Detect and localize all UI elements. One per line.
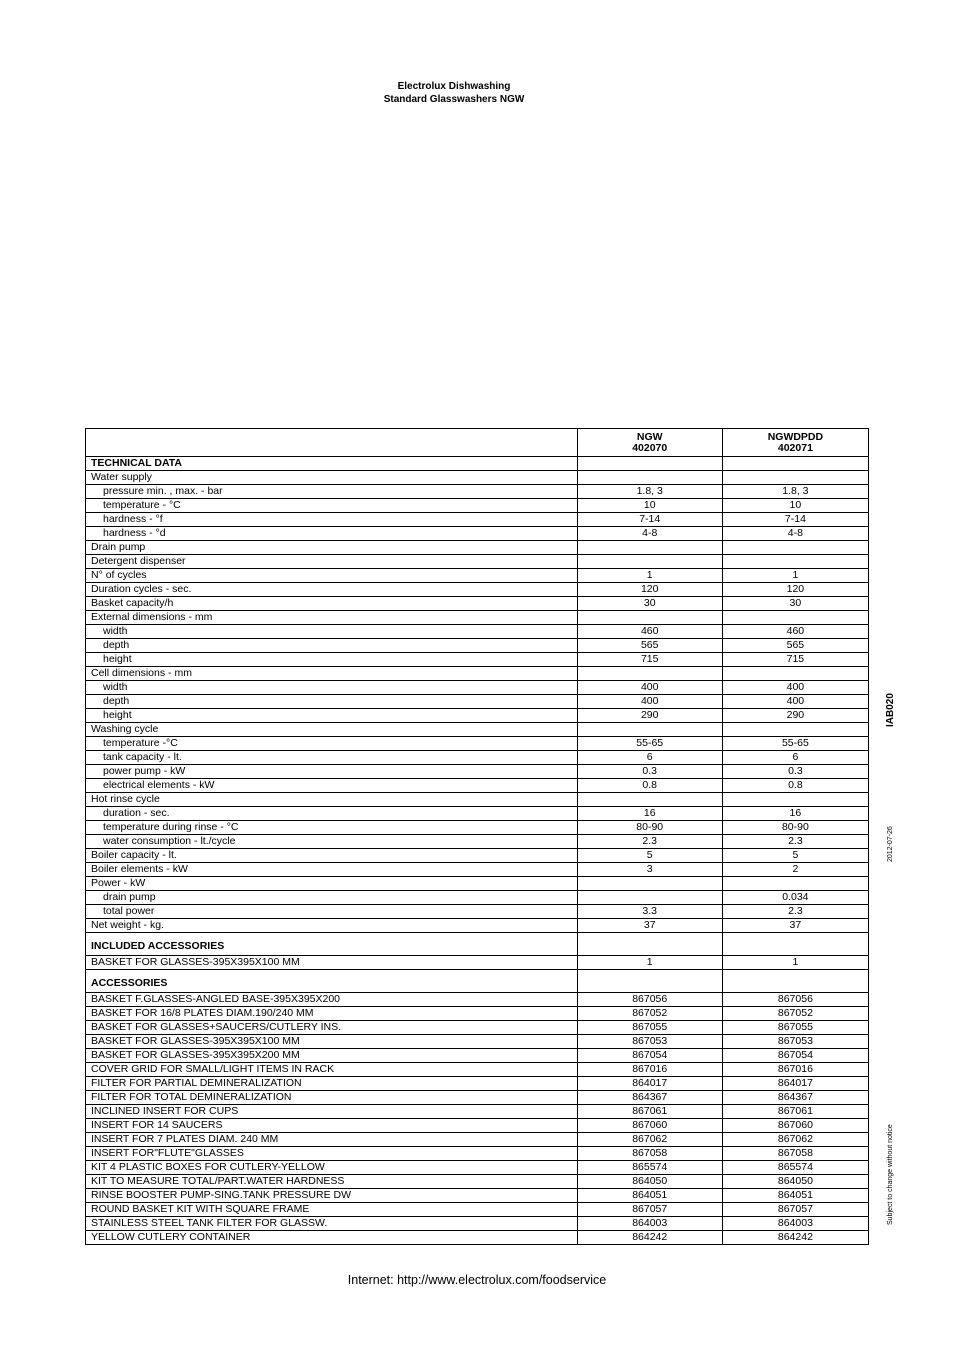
table-row bbox=[86, 835, 869, 849]
row-label: Hot rinse cycle bbox=[86, 793, 578, 807]
value-ngwdpdd bbox=[722, 723, 868, 737]
value-ngw: 400 bbox=[577, 695, 722, 709]
table-row bbox=[86, 1231, 869, 1245]
row-label: tank capacity - lt. bbox=[86, 751, 578, 765]
row-label: KIT 4 PLASTIC BOXES FOR CUTLERY-YELLOW bbox=[86, 1161, 578, 1175]
table-row bbox=[86, 807, 869, 821]
value-ngw: 867056 bbox=[577, 993, 722, 1007]
value-ngw: 867061 bbox=[577, 1105, 722, 1119]
value-ngwdpdd: 867062 bbox=[722, 1133, 868, 1147]
value-ngw bbox=[577, 457, 722, 471]
table-row bbox=[86, 1189, 869, 1203]
value-ngw: 1.8, 3 bbox=[577, 485, 722, 499]
table-row bbox=[86, 723, 869, 737]
value-ngw: 715 bbox=[577, 653, 722, 667]
table-row bbox=[86, 583, 869, 597]
value-ngwdpdd: 80-90 bbox=[722, 821, 868, 835]
row-label: Detergent dispenser bbox=[86, 555, 578, 569]
row-label: width bbox=[86, 625, 578, 639]
value-ngw: 7-14 bbox=[577, 513, 722, 527]
value-ngwdpdd: 16 bbox=[722, 807, 868, 821]
row-label: ROUND BASKET KIT WITH SQUARE FRAME bbox=[86, 1203, 578, 1217]
table-row bbox=[86, 737, 869, 751]
document-subtitle: Standard Glasswashers NGW bbox=[383, 94, 525, 105]
table-row bbox=[86, 905, 869, 919]
row-label: Water supply bbox=[86, 471, 578, 485]
table-row bbox=[86, 597, 869, 611]
value-ngwdpdd: 37 bbox=[722, 919, 868, 933]
value-ngwdpdd: 864051 bbox=[722, 1189, 868, 1203]
value-ngw: 3.3 bbox=[577, 905, 722, 919]
value-ngwdpdd: 867055 bbox=[722, 1021, 868, 1035]
table-row bbox=[86, 625, 869, 639]
table-row bbox=[86, 1161, 869, 1175]
value-ngwdpdd: 867061 bbox=[722, 1105, 868, 1119]
column-header-ngw bbox=[577, 429, 722, 457]
row-label: power pump - kW bbox=[86, 765, 578, 779]
value-ngw bbox=[577, 541, 722, 555]
row-label: RINSE BOOSTER PUMP-SING.TANK PRESSURE DW bbox=[86, 1189, 578, 1203]
value-ngw: 864003 bbox=[577, 1217, 722, 1231]
value-ngw: 867058 bbox=[577, 1147, 722, 1161]
row-label: hardness - °f bbox=[86, 513, 578, 527]
row-label: water consumption - lt./cycle bbox=[86, 835, 578, 849]
table-row bbox=[86, 639, 869, 653]
value-ngw: 400 bbox=[577, 681, 722, 695]
table-row bbox=[86, 569, 869, 583]
row-label: BASKET FOR GLASSES+SAUCERS/CUTLERY INS. bbox=[86, 1021, 578, 1035]
value-ngw: 867055 bbox=[577, 1021, 722, 1035]
value-ngw: 864051 bbox=[577, 1189, 722, 1203]
value-ngwdpdd: 867057 bbox=[722, 1203, 868, 1217]
row-label: width bbox=[86, 681, 578, 695]
table-row bbox=[86, 779, 869, 793]
value-ngwdpdd bbox=[722, 471, 868, 485]
row-label: hardness - °d bbox=[86, 527, 578, 541]
row-label: Net weight - kg. bbox=[86, 919, 578, 933]
table-row bbox=[86, 1203, 869, 1217]
row-label: INCLINED INSERT FOR CUPS bbox=[86, 1105, 578, 1119]
table-row bbox=[86, 667, 869, 681]
table-row bbox=[86, 457, 869, 471]
table-row bbox=[86, 513, 869, 527]
column-code: 402071 bbox=[777, 441, 813, 454]
value-ngw: 10 bbox=[577, 499, 722, 513]
value-ngw: 864017 bbox=[577, 1077, 722, 1091]
value-ngwdpdd: 10 bbox=[722, 499, 868, 513]
row-label: BASKET FOR GLASSES-395X395X100 MM bbox=[86, 1035, 578, 1049]
value-ngwdpdd: 864242 bbox=[722, 1231, 868, 1245]
table-row bbox=[86, 751, 869, 765]
header-blank-cell bbox=[86, 429, 578, 457]
table-row bbox=[86, 1091, 869, 1105]
table-row bbox=[86, 793, 869, 807]
document-code: IAB020 bbox=[885, 693, 896, 727]
value-ngw: 0.8 bbox=[577, 779, 722, 793]
row-label: INSERT FOR 14 SAUCERS bbox=[86, 1119, 578, 1133]
value-ngw bbox=[577, 877, 722, 891]
table-row bbox=[86, 1147, 869, 1161]
value-ngwdpdd: 120 bbox=[722, 583, 868, 597]
table-row bbox=[86, 541, 869, 555]
value-ngwdpdd: 0.034 bbox=[722, 891, 868, 905]
table-row bbox=[86, 1007, 869, 1021]
table-row bbox=[86, 1021, 869, 1035]
value-ngw: 1 bbox=[577, 569, 722, 583]
value-ngwdpdd: 460 bbox=[722, 625, 868, 639]
value-ngwdpdd: 4-8 bbox=[722, 527, 868, 541]
value-ngwdpdd: 1 bbox=[722, 956, 868, 970]
document-title: Electrolux Dishwashing bbox=[397, 81, 511, 92]
value-ngw: 2.3 bbox=[577, 835, 722, 849]
value-ngw: 864242 bbox=[577, 1231, 722, 1245]
table-row bbox=[86, 933, 869, 956]
row-label: height bbox=[86, 653, 578, 667]
value-ngw bbox=[577, 611, 722, 625]
value-ngw: 867052 bbox=[577, 1007, 722, 1021]
row-label: duration - sec. bbox=[86, 807, 578, 821]
row-label: Duration cycles - sec. bbox=[86, 583, 578, 597]
value-ngwdpdd: 400 bbox=[722, 695, 868, 709]
table-row bbox=[86, 527, 869, 541]
value-ngwdpdd: 864050 bbox=[722, 1175, 868, 1189]
table-row bbox=[86, 611, 869, 625]
value-ngw: 864367 bbox=[577, 1091, 722, 1105]
value-ngwdpdd: 2.3 bbox=[722, 905, 868, 919]
row-label: Cell dimensions - mm bbox=[86, 667, 578, 681]
document-date: 2012-07-26 bbox=[887, 826, 894, 862]
table-row bbox=[86, 877, 869, 891]
value-ngw: 867057 bbox=[577, 1203, 722, 1217]
row-label: BASKET FOR GLASSES-395X395X100 MM bbox=[86, 956, 578, 970]
value-ngw: 867053 bbox=[577, 1035, 722, 1049]
value-ngw: 120 bbox=[577, 583, 722, 597]
table-row bbox=[86, 709, 869, 723]
table-row bbox=[86, 821, 869, 835]
value-ngwdpdd: 7-14 bbox=[722, 513, 868, 527]
value-ngwdpdd: 867053 bbox=[722, 1035, 868, 1049]
row-label: N° of cycles bbox=[86, 569, 578, 583]
table-row bbox=[86, 1119, 869, 1133]
row-label: Washing cycle bbox=[86, 723, 578, 737]
value-ngwdpdd bbox=[722, 877, 868, 891]
table-row bbox=[86, 653, 869, 667]
value-ngwdpdd bbox=[722, 667, 868, 681]
value-ngwdpdd: 867052 bbox=[722, 1007, 868, 1021]
value-ngw bbox=[577, 471, 722, 485]
table-row bbox=[86, 1175, 869, 1189]
value-ngw: 55-65 bbox=[577, 737, 722, 751]
value-ngwdpdd bbox=[722, 970, 868, 993]
value-ngw: 4-8 bbox=[577, 527, 722, 541]
value-ngw bbox=[577, 793, 722, 807]
row-label: Drain pump bbox=[86, 541, 578, 555]
value-ngwdpdd bbox=[722, 933, 868, 956]
value-ngw: 0.3 bbox=[577, 765, 722, 779]
row-label: Power - kW bbox=[86, 877, 578, 891]
table-row bbox=[86, 681, 869, 695]
value-ngw bbox=[577, 723, 722, 737]
row-label: COVER GRID FOR SMALL/LIGHT ITEMS IN RACK bbox=[86, 1063, 578, 1077]
value-ngwdpdd: 0.8 bbox=[722, 779, 868, 793]
footer-url: Internet: http://www.electrolux.com/foodservice bbox=[347, 1273, 607, 1287]
row-label: STAINLESS STEEL TANK FILTER FOR GLASSW. bbox=[86, 1217, 578, 1231]
table-header-row bbox=[86, 429, 869, 457]
table-row bbox=[86, 970, 869, 993]
value-ngw: 37 bbox=[577, 919, 722, 933]
table-row bbox=[86, 993, 869, 1007]
value-ngwdpdd: 864017 bbox=[722, 1077, 868, 1091]
table-row bbox=[86, 1133, 869, 1147]
value-ngwdpdd: 55-65 bbox=[722, 737, 868, 751]
row-label: YELLOW CUTLERY CONTAINER bbox=[86, 1231, 578, 1245]
value-ngwdpdd bbox=[722, 555, 868, 569]
value-ngw: 867060 bbox=[577, 1119, 722, 1133]
row-label: Basket capacity/h bbox=[86, 597, 578, 611]
value-ngwdpdd: 867016 bbox=[722, 1063, 868, 1077]
value-ngwdpdd bbox=[722, 793, 868, 807]
row-label: electrical elements - kW bbox=[86, 779, 578, 793]
value-ngwdpdd: 867058 bbox=[722, 1147, 868, 1161]
table-row bbox=[86, 499, 869, 513]
value-ngw bbox=[577, 555, 722, 569]
value-ngw: 6 bbox=[577, 751, 722, 765]
value-ngwdpdd: 5 bbox=[722, 849, 868, 863]
row-label: BASKET FOR 16/8 PLATES DIAM.190/240 MM bbox=[86, 1007, 578, 1021]
row-label: Boiler capacity - lt. bbox=[86, 849, 578, 863]
row-label: BASKET FOR GLASSES-395X395X200 MM bbox=[86, 1049, 578, 1063]
value-ngw: 867062 bbox=[577, 1133, 722, 1147]
table-row bbox=[86, 956, 869, 970]
row-label: INSERT FOR"FLUTE"GLASSES bbox=[86, 1147, 578, 1161]
value-ngwdpdd: 6 bbox=[722, 751, 868, 765]
column-code: 402070 bbox=[632, 441, 668, 454]
value-ngwdpdd: 1.8, 3 bbox=[722, 485, 868, 499]
row-label: Boiler elements - kW bbox=[86, 863, 578, 877]
value-ngw: 867016 bbox=[577, 1063, 722, 1077]
value-ngw: 290 bbox=[577, 709, 722, 723]
value-ngwdpdd bbox=[722, 457, 868, 471]
table-row bbox=[86, 891, 869, 905]
value-ngwdpdd bbox=[722, 541, 868, 555]
row-label: External dimensions - mm bbox=[86, 611, 578, 625]
column-header-ngwdpdd bbox=[722, 429, 868, 457]
table-row bbox=[86, 1063, 869, 1077]
row-label: BASKET F.GLASSES-ANGLED BASE-395X395X200 bbox=[86, 993, 578, 1007]
value-ngw: 16 bbox=[577, 807, 722, 821]
value-ngw: 565 bbox=[577, 639, 722, 653]
table-row bbox=[86, 919, 869, 933]
value-ngw bbox=[577, 933, 722, 956]
value-ngwdpdd: 867054 bbox=[722, 1049, 868, 1063]
row-label: temperature - °C bbox=[86, 499, 578, 513]
value-ngwdpdd: 864003 bbox=[722, 1217, 868, 1231]
row-label: depth bbox=[86, 695, 578, 709]
value-ngwdpdd: 565 bbox=[722, 639, 868, 653]
row-label: depth bbox=[86, 639, 578, 653]
table-row bbox=[86, 1035, 869, 1049]
value-ngw bbox=[577, 667, 722, 681]
row-label: pressure min. , max. - bar bbox=[86, 485, 578, 499]
row-label: temperature -°C bbox=[86, 737, 578, 751]
value-ngwdpdd bbox=[722, 611, 868, 625]
table-row bbox=[86, 695, 869, 709]
row-label: total power bbox=[86, 905, 578, 919]
value-ngwdpdd: 2 bbox=[722, 863, 868, 877]
value-ngw: 460 bbox=[577, 625, 722, 639]
table-row bbox=[86, 1049, 869, 1063]
row-label: ACCESSORIES bbox=[86, 970, 578, 993]
row-label: height bbox=[86, 709, 578, 723]
value-ngw bbox=[577, 970, 722, 993]
value-ngwdpdd: 290 bbox=[722, 709, 868, 723]
change-notice: Subject to change without notice bbox=[887, 1124, 894, 1225]
spec-table bbox=[85, 428, 869, 1245]
table-row bbox=[86, 471, 869, 485]
value-ngw bbox=[577, 891, 722, 905]
value-ngw: 864050 bbox=[577, 1175, 722, 1189]
row-label: KIT TO MEASURE TOTAL/PART.WATER HARDNESS bbox=[86, 1175, 578, 1189]
value-ngw: 1 bbox=[577, 956, 722, 970]
value-ngwdpdd: 864367 bbox=[722, 1091, 868, 1105]
table-row bbox=[86, 849, 869, 863]
value-ngwdpdd: 30 bbox=[722, 597, 868, 611]
table-row bbox=[86, 555, 869, 569]
value-ngwdpdd: 0.3 bbox=[722, 765, 868, 779]
value-ngwdpdd: 400 bbox=[722, 681, 868, 695]
column-name: NGW bbox=[636, 430, 663, 443]
row-label: drain pump bbox=[86, 891, 578, 905]
value-ngw: 30 bbox=[577, 597, 722, 611]
value-ngwdpdd: 865574 bbox=[722, 1161, 868, 1175]
table-row bbox=[86, 485, 869, 499]
value-ngwdpdd: 715 bbox=[722, 653, 868, 667]
table-row bbox=[86, 765, 869, 779]
value-ngw: 80-90 bbox=[577, 821, 722, 835]
row-label: INCLUDED ACCESSORIES bbox=[86, 933, 578, 956]
value-ngwdpdd: 1 bbox=[722, 569, 868, 583]
value-ngw: 865574 bbox=[577, 1161, 722, 1175]
table-row bbox=[86, 863, 869, 877]
table-row bbox=[86, 1217, 869, 1231]
row-label: TECHNICAL DATA bbox=[86, 457, 578, 471]
row-label: temperature during rinse - °C bbox=[86, 821, 578, 835]
row-label: FILTER FOR TOTAL DEMINERALIZATION bbox=[86, 1091, 578, 1105]
table-row bbox=[86, 1077, 869, 1091]
value-ngw: 867054 bbox=[577, 1049, 722, 1063]
value-ngwdpdd: 2.3 bbox=[722, 835, 868, 849]
row-label: FILTER FOR PARTIAL DEMINERALIZATION bbox=[86, 1077, 578, 1091]
value-ngwdpdd: 867060 bbox=[722, 1119, 868, 1133]
table-row bbox=[86, 1105, 869, 1119]
column-name: NGWDPDD bbox=[767, 430, 824, 443]
value-ngw: 5 bbox=[577, 849, 722, 863]
row-label: INSERT FOR 7 PLATES DIAM. 240 MM bbox=[86, 1133, 578, 1147]
value-ngwdpdd: 867056 bbox=[722, 993, 868, 1007]
value-ngw: 3 bbox=[577, 863, 722, 877]
